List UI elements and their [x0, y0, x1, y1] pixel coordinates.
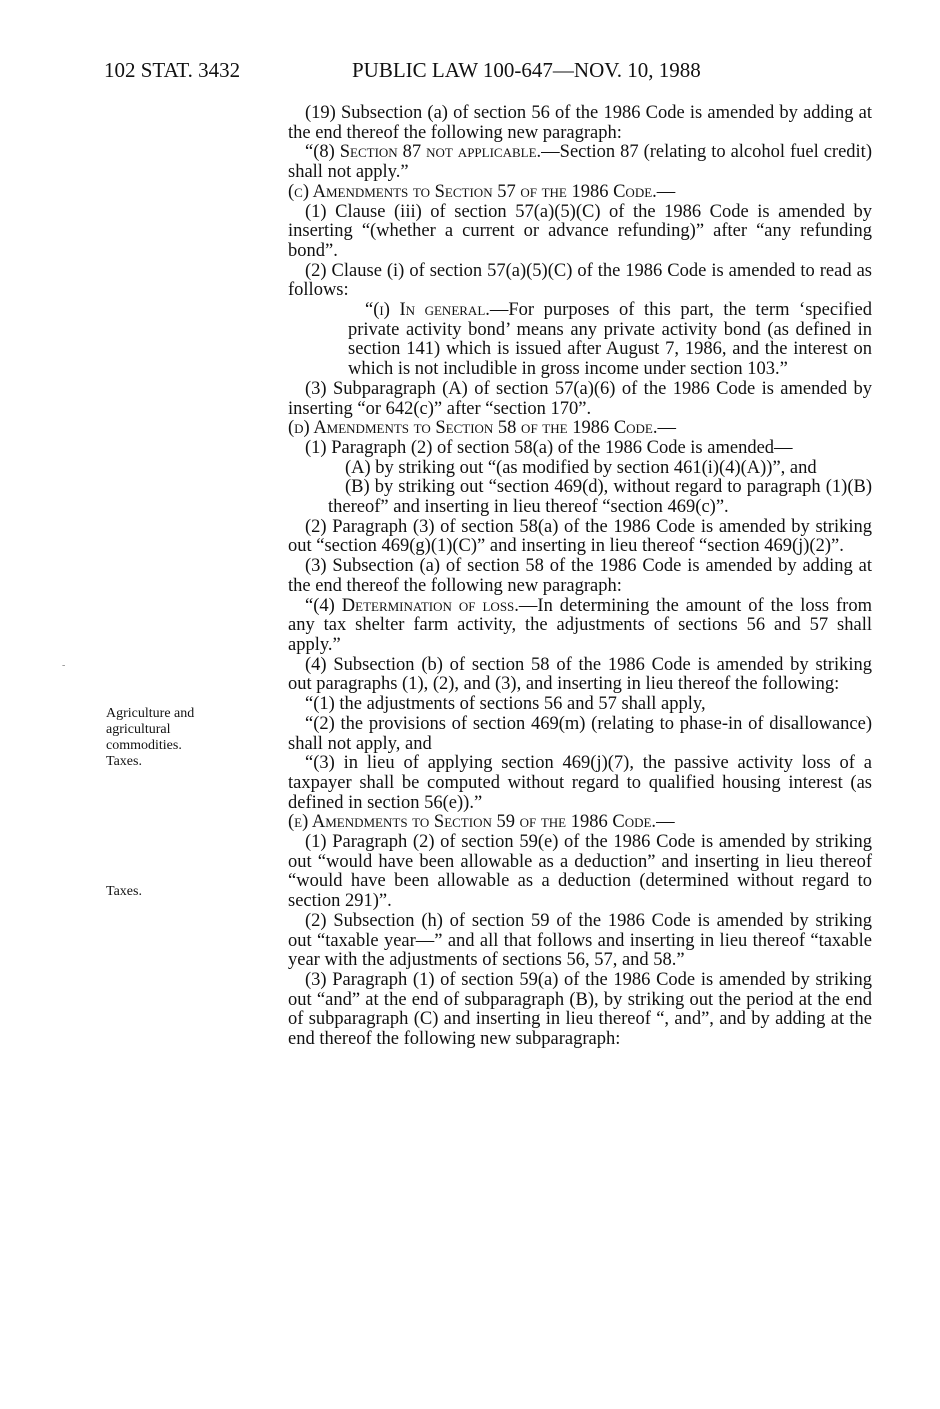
margin-note-taxes: Taxes. [106, 884, 142, 899]
margin-note-line: agricultural [106, 722, 171, 737]
paragraph: (3) Subsection (a) of section 58 of the 1986 Code is amended by adding at the end thereof the following new paragraph: [288, 556, 872, 596]
paragraph-heading: “(i) In general. [365, 300, 490, 321]
margin-note-agriculture [106, 706, 194, 770]
paragraph-heading: “(8) Section 87 not applicable. [305, 142, 542, 163]
dash: — [656, 812, 675, 833]
paragraph: (2) Paragraph (3) of section 58(a) of the 1986 Code is amended by striking out “section 469(g)(1)(C)” and inserting in lieu thereof “section 469(j)(2)”. [288, 516, 872, 557]
scan-mark: - [62, 660, 66, 671]
margin-note-line: Agriculture and [106, 706, 195, 721]
subsection-title: (e) Amendments to Section 59 of the 1986 Code. [288, 812, 657, 833]
statute-body [288, 104, 872, 1050]
dash: — [657, 418, 676, 439]
paragraph: (1) Paragraph (2) of section 59(e) of the 1986 Code is amended by striking out “would have been allowable as a deduction” and inserting in lieu thereof “would have been allowable as a deduction (determined without regard to section 291)”. [288, 832, 872, 912]
paragraph: (2) Clause (i) of section 57(a)(5)(C) of the 1986 Code is amended to read as follows: [288, 260, 872, 301]
subsection-heading [288, 183, 872, 203]
dash: — [656, 181, 676, 202]
subparagraph: (B) by striking out “section 469(d), without regard to paragraph (1)(B) thereof” and inserting in lieu thereof “section 469(c)”. [328, 477, 872, 518]
subsection-heading [288, 813, 872, 833]
margin-note-line: commodities. [106, 738, 182, 753]
paragraph: (4) Subsection (b) of section 58 of the 1986 Code is amended by striking out paragraphs (1), (2), and (3), and inserting in lieu thereof the following: [288, 654, 872, 695]
subsection-heading [288, 419, 872, 439]
paragraph: (1) Clause (iii) of section 57(a)(5)(C) of the 1986 Code is amended by inserting “(whether a current or advance refunding)” after “any refunding bond”. [288, 201, 872, 261]
paragraph [288, 143, 872, 182]
paragraph: “(1) the adjustments of sections 56 and 57 shall apply, [305, 694, 706, 715]
paragraph-text: —Section 87 (relating to alcohol fuel credit) shall not apply.” [288, 142, 872, 183]
paragraph-heading: “(4) Determination of loss. [305, 595, 519, 616]
paragraph-text: —In determining the amount of the loss from any tax shelter farm activity, the adjustments of sections 56 and 57 shall apply.” [288, 595, 872, 655]
paragraph: “(2) the provisions of section 469(m) (relating to phase-in of disallowance) shall not apply, and [288, 713, 872, 754]
margin-note-line: Taxes. [106, 754, 142, 769]
page-header-title: PUBLIC LAW 100-647—NOV. 10, 1988 [352, 58, 701, 82]
paragraph: (2) Subsection (h) of section 59 of the 1986 Code is amended by striking out “taxable year—” and all that follows and inserting in lieu thereof “taxable year with the adjustments of sections 56, 57, and 58.” [288, 910, 872, 971]
paragraph: (3) Paragraph (1) of section 59(a) of the 1986 Code is amended by striking out “and” at the end of subparagraph (B), by striking out the period at the end of subparagraph (C) and inserting in lieu thereof “, and”, and by adding at the end thereof the following new subparagraph: [288, 969, 872, 1050]
paragraph: (3) Subparagraph (A) of section 57(a)(6) of the 1986 Code is amended by inserting “or 642(c)” after “section 170”. [288, 378, 872, 419]
subsection-title: (d) Amendments to Section 58 of the 1986 Code. [288, 418, 658, 439]
quoted-paragraph [288, 301, 872, 380]
paragraph [288, 597, 872, 656]
paragraph-text: —For purposes of this part, the term ‘specified private activity bond’ means any private activity bond (as defined in section 141) which is issued after August 7, 1986, and the interest on which is not includible in gross income under section 103.” [348, 300, 872, 380]
paragraph: (19) Subsection (a) of section 56 of the 1986 Code is amended by adding at the end thereof the following new paragraph: [288, 103, 872, 143]
paragraph: (1) Paragraph (2) of section 58(a) of the 1986 Code is amended— [305, 437, 793, 458]
page-stat-number: 102 STAT. 3432 [104, 58, 241, 82]
subparagraph: (A) by striking out “(as modified by section 461(i)(4)(A))”, and [345, 457, 817, 478]
subsection-title: (c) Amendments to Section 57 of the 1986 Code. [288, 181, 657, 202]
paragraph: “(3) in lieu of applying section 469(j)(7), the passive activity loss of a taxpayer shall be computed without regard to qualified housing interest (as defined in section 56(e)).” [288, 753, 872, 813]
